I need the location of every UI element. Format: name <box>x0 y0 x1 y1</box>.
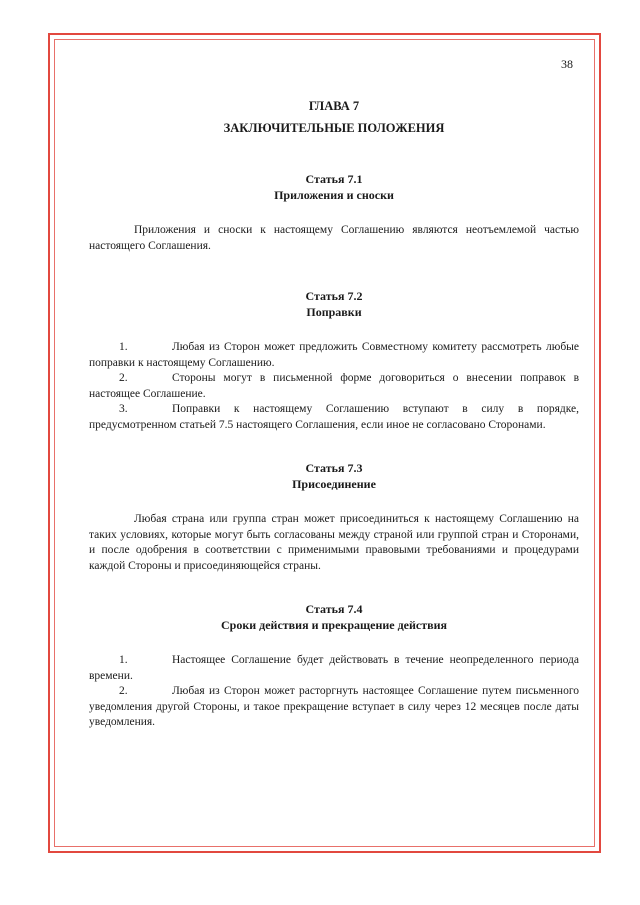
item-text: Любая из Сторон может предложить Совместному комитету рассмотреть любые поправки к настоящему Соглашению. <box>89 341 579 369</box>
item-text: Стороны могут в письменной форме договориться о внесении поправок в настоящее Соглашение. <box>89 372 579 400</box>
article-number: Статья 7.3 <box>305 461 363 475</box>
article-paragraph: Любая страна или группа стран может присоединиться к настоящему Соглашению на таких условиях, которые могут быть согласованы между страной или группой стран и Сторонами, и после одобрения в соответствии с применимыми правовыми требованиями и процедурами каждой Стороны и присоединяющейся страны. <box>89 513 579 572</box>
chapter-title: ГЛАВА 7 <box>308 99 360 113</box>
numbered-item <box>89 402 579 433</box>
numbered-item <box>89 684 579 731</box>
numbered-item <box>89 371 579 402</box>
article-paragraph: Приложения и сноски к настоящему Соглашению являются неотъемлемой частью настоящего Соглашения. <box>89 224 579 252</box>
numbered-item <box>89 340 579 371</box>
article-title: Сроки действия и прекращение действия <box>220 618 448 632</box>
item-text: Поправки к настоящему Соглашению вступают в силу в порядке, предусмотренном статьей 7.5 настоящего Соглашения, если иное не согласовано Сторонами. <box>89 403 579 431</box>
page-number: 38 <box>561 57 573 71</box>
numbered-item <box>89 653 579 684</box>
article-title: Приложения и сноски <box>274 188 394 202</box>
item-number: 2. <box>119 685 128 697</box>
article-number: Статья 7.2 <box>305 289 363 303</box>
article-title: Поправки <box>306 305 362 319</box>
document-body <box>89 93 579 731</box>
chapter-subtitle: ЗАКЛЮЧИТЕЛЬНЫЕ ПОЛОЖЕНИЯ <box>223 121 445 135</box>
item-number: 2. <box>119 372 128 384</box>
item-number: 1. <box>119 654 128 666</box>
item-number: 3. <box>119 403 128 415</box>
article-title: Присоединение <box>292 477 376 491</box>
article-number: Статья 7.1 <box>305 172 363 186</box>
article-number: Статья 7.4 <box>305 602 363 616</box>
item-number: 1. <box>119 341 128 353</box>
item-text: Любая из Сторон может расторгнуть настоящее Соглашение путем письменного уведомления другой Стороны, и такое прекращение вступает в силу через 12 месяцев после даты уведомления. <box>89 685 579 728</box>
item-text: Настоящее Соглашение будет действовать в течение неопределенного периода времени. <box>89 654 579 682</box>
